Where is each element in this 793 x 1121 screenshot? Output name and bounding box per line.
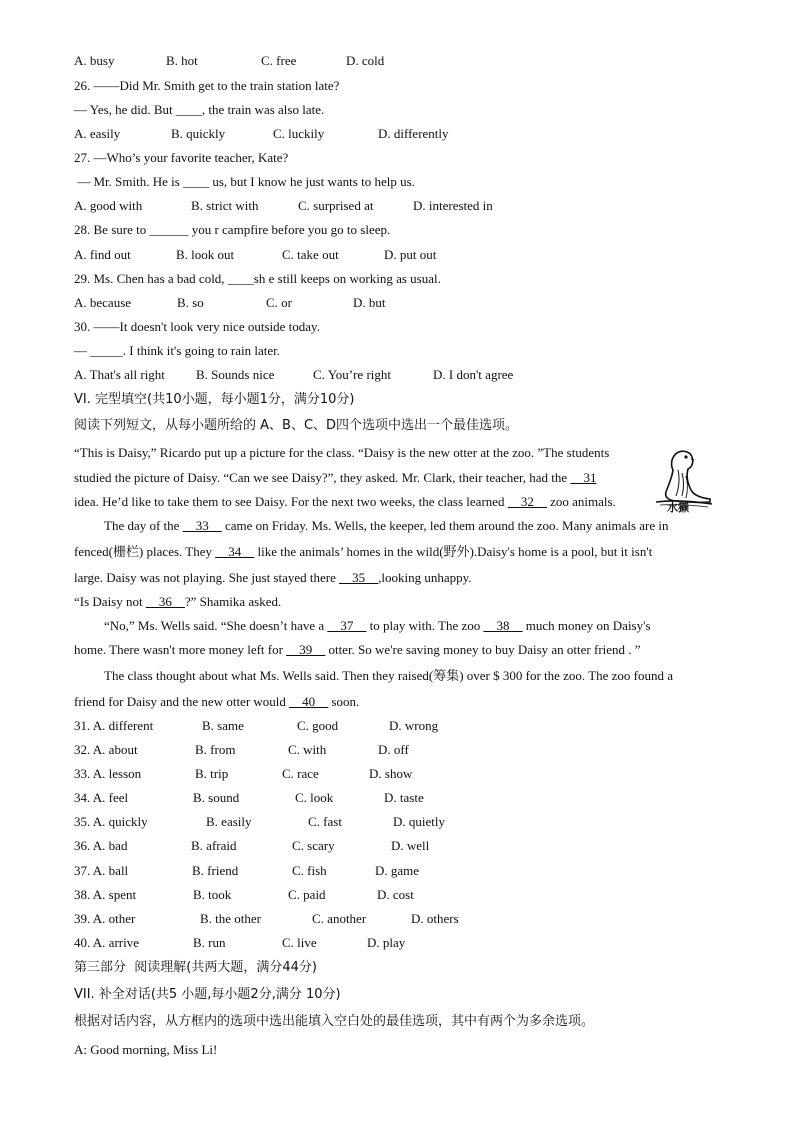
option-d: D. but	[353, 295, 386, 310]
option-b: B. strict with	[191, 198, 259, 213]
option-a: A. easily	[74, 126, 121, 141]
passage-line: home. There wasn't more money left for __39__ otter. So we're saving money to buy Daisy an otter friend . ”	[74, 642, 641, 657]
cloze-option: B. the other	[200, 911, 262, 926]
option-a: A. busy	[74, 53, 115, 68]
cloze-option: 35. A. quickly	[74, 814, 148, 829]
option-a: A. That's all right	[74, 367, 165, 382]
cloze-option: 31. A. different	[74, 718, 154, 733]
option-a: A. find out	[74, 247, 131, 262]
cloze-option: C. race	[282, 766, 319, 781]
option-d: D. cold	[346, 53, 385, 68]
cloze-option: 38. A. spent	[74, 887, 137, 902]
blank-33: __33__	[182, 518, 222, 533]
option-c: C. luckily	[273, 126, 325, 141]
passage-line: “This is Daisy,” Ricardo put up a picture for the class. “Daisy is the new otter at the zoo. ”The students	[74, 445, 610, 460]
cloze-option: D. show	[369, 766, 413, 781]
passage-line: The class thought about what Ms. Wells said. Then they raised(筹集) over $ 300 for the zoo. The zoo found a	[104, 668, 674, 683]
blank-34: __34__	[215, 544, 255, 559]
answer-line-26: — Yes, he did. But ____, the train was also late.	[74, 102, 325, 117]
passage-line: studied the picture of Daisy. “Can we see Daisy?”, they asked. Mr. Clark, their teacher, had the __31	[74, 470, 597, 485]
cloze-option: D. others	[411, 911, 459, 926]
question-28: 28. Be sure to ______ you r campfire before you go to sleep.	[74, 222, 391, 237]
cloze-option: 40. A. arrive	[74, 935, 139, 950]
option-a: A. good with	[74, 198, 143, 213]
option-d: D. I don't agree	[433, 367, 514, 382]
option-c: C. or	[266, 295, 292, 310]
cloze-option: D. cost	[377, 887, 414, 902]
cloze-option: D. play	[367, 935, 406, 950]
cloze-option: C. look	[295, 790, 334, 805]
option-c: C. surprised at	[298, 198, 374, 213]
option-b: B. look out	[176, 247, 235, 262]
cloze-option: B. from	[195, 742, 236, 757]
question-30: 30. ——It doesn't look very nice outside today.	[74, 319, 320, 334]
cloze-option: 32. A. about	[74, 742, 138, 757]
blank-35: __35__	[339, 570, 379, 585]
passage-line: “Is Daisy not __36__?” Shamika asked.	[74, 594, 282, 609]
cloze-option: D. quietly	[393, 814, 445, 829]
cloze-option: C. with	[288, 742, 327, 757]
passage-line: idea. He’d like to take them to see Daisy. For the next two weeks, the class learned __32__ zoo animals.	[74, 494, 616, 509]
cloze-option: B. sound	[193, 790, 240, 805]
cloze-option: C. live	[282, 935, 317, 950]
option-d: D. differently	[378, 126, 449, 141]
section-6-title: VI. 完型填空(共10小题，每小题1分，满分10分)	[74, 392, 355, 407]
option-b: B. quickly	[171, 126, 226, 141]
question-26: 26. ——Did Mr. Smith get to the train station late?	[74, 78, 340, 93]
blank-31: __31	[570, 470, 597, 485]
cloze-option: B. run	[193, 935, 226, 950]
passage-line: fenced(栅栏) places. They __34__ like the animals’ homes in the wild(野外).Daisy's home is a pool, but it isn't	[74, 544, 653, 559]
cloze-option: B. took	[193, 887, 232, 902]
part-3-title: 第三部分 阅读理解(共两大题，满分44分)	[74, 960, 317, 975]
cloze-option: C. another	[312, 911, 367, 926]
blank-39: __39__	[286, 642, 326, 657]
option-a: A. because	[74, 295, 132, 310]
cloze-option: C. paid	[288, 887, 326, 902]
answer-line-30: — _____. I think it's going to rain later.	[74, 343, 280, 358]
option-d: D. interested in	[413, 198, 493, 213]
option-c: C. take out	[282, 247, 339, 262]
section-7-title: VII. 补全对话(共5 小题,每小题2分,满分 10分)	[74, 987, 341, 1002]
cloze-option: C. fast	[308, 814, 342, 829]
cloze-option: B. trip	[195, 766, 229, 781]
passage-line: friend for Daisy and the new otter would __40__ soon.	[74, 694, 360, 709]
cloze-option: 39. A. other	[74, 911, 136, 926]
passage-line: The day of the __33__ came on Friday. Ms. Wells, the keeper, led them around the zoo. Many animals are in	[104, 518, 669, 533]
option-b: B. so	[177, 295, 204, 310]
cloze-option: D. wrong	[389, 718, 439, 733]
cloze-option: 37. A. ball	[74, 863, 129, 878]
passage-line: “No,” Ms. Wells said. “She doesn’t have a __37__ to play with. The zoo __38__ much money on Daisy's	[104, 618, 651, 633]
blank-38: __38__	[483, 618, 523, 633]
blank-40: __40__	[289, 694, 329, 709]
passage-line: large. Daisy was not playing. She just stayed there __35__,looking unhappy.	[74, 570, 472, 585]
answer-line-27: — Mr. Smith. He is ____ us, but I know he just wants to help us.	[74, 174, 415, 189]
cloze-option: 33. A. lesson	[74, 766, 142, 781]
question-27: 27. —Who’s your favorite teacher, Kate?	[74, 150, 289, 165]
cloze-option: B. easily	[206, 814, 252, 829]
cloze-option: B. same	[202, 718, 244, 733]
cloze-option: C. fish	[292, 863, 327, 878]
cloze-option: 34. A. feel	[74, 790, 129, 805]
cloze-option: D. taste	[384, 790, 424, 805]
cloze-option: 36. A. bad	[74, 838, 128, 853]
cloze-option: D. off	[378, 742, 409, 757]
image-caption: 水獭	[667, 501, 689, 514]
option-d: D. put out	[384, 247, 437, 262]
cloze-option: D. game	[375, 863, 420, 878]
blank-37: __37__	[327, 618, 367, 633]
cloze-option: B. afraid	[191, 838, 237, 853]
cloze-option: C. scary	[292, 838, 335, 853]
section-6-instructions: 阅读下列短文，从每小题所给的 A、B、C、D四个选项中选出一个最佳选项。	[74, 418, 519, 433]
dialog-line: A: Good morning, Miss Li!	[74, 1042, 218, 1057]
option-b: B. Sounds nice	[196, 367, 275, 382]
blank-36: __36__	[145, 594, 185, 609]
option-c: C. free	[261, 53, 297, 68]
cloze-option: D. well	[391, 838, 430, 853]
section-7-instructions: 根据对话内容，从方框内的选项中选出能填入空白处的最佳选项，其中有两个为多余选项。	[74, 1014, 595, 1029]
cloze-option: B. friend	[192, 863, 239, 878]
cloze-option: C. good	[297, 718, 339, 733]
question-29: 29. Ms. Chen has a bad cold, ____sh e still keeps on working as usual.	[74, 271, 441, 286]
option-c: C. You’re right	[313, 367, 392, 382]
blank-32: __32__	[507, 494, 547, 509]
option-b: B. hot	[166, 53, 198, 68]
